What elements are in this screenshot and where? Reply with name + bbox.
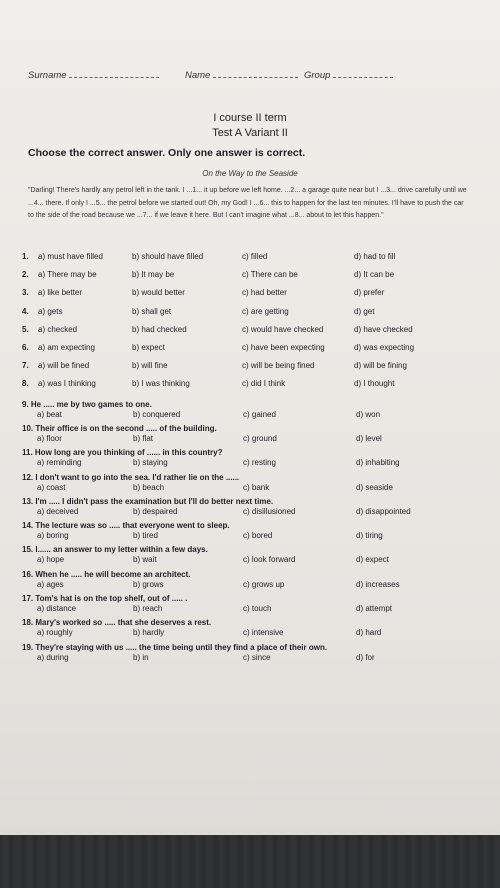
option-c: c) bank bbox=[243, 482, 270, 492]
question-options bbox=[0, 434, 500, 446]
option-c: c) would have checked bbox=[242, 324, 324, 334]
question-row bbox=[0, 288, 500, 300]
group-label: Group bbox=[304, 70, 331, 81]
question-text: 12. I don't want to go into the sea. I'd rather lie on the ...... bbox=[22, 472, 240, 482]
question-number: 1. bbox=[22, 252, 29, 261]
option-d: d) prefer bbox=[354, 288, 385, 298]
option-a: a) beat bbox=[37, 409, 62, 419]
option-b: b) despaired bbox=[133, 506, 178, 516]
name-label: Name bbox=[185, 70, 211, 81]
question-row bbox=[0, 270, 500, 282]
option-c: c) have been expecting bbox=[242, 343, 325, 352]
option-d: d) I thought bbox=[354, 379, 395, 389]
question-text: 15. I...... an answer to my letter within a few days. bbox=[22, 545, 208, 555]
option-b: b) expect bbox=[132, 343, 165, 352]
option-d: d) won bbox=[356, 409, 381, 419]
option-c: c) are getting bbox=[242, 306, 289, 316]
option-d: d) increases bbox=[356, 579, 400, 589]
option-a: a) must have filled bbox=[38, 252, 103, 261]
question-options bbox=[0, 531, 500, 543]
option-c: c) disillusioned bbox=[243, 506, 296, 516]
question-text: 19. They're staying with us ..... the time being until they find a place of their own. bbox=[22, 642, 328, 652]
option-b: b) had checked bbox=[132, 324, 187, 334]
option-d: d) was expecting bbox=[354, 343, 415, 352]
option-b: b) wait bbox=[133, 555, 157, 565]
option-d: d) get bbox=[354, 306, 375, 316]
option-c: c) filled bbox=[242, 252, 268, 261]
name-field bbox=[185, 70, 298, 81]
option-a: a) distance bbox=[37, 604, 77, 613]
option-d: d) It can be bbox=[354, 270, 395, 280]
option-c: c) bored bbox=[243, 531, 273, 541]
instruction: Choose the correct answer. Only one answer is correct. bbox=[28, 147, 306, 159]
question-text: 16. When he ..... he will become an architect. bbox=[22, 569, 191, 579]
question-number: 7. bbox=[22, 361, 29, 371]
question-options bbox=[0, 458, 500, 470]
question-row bbox=[0, 307, 500, 319]
option-c: c) gained bbox=[243, 409, 276, 419]
question-text: 18. Mary's worked so ..... that she deserves a rest. bbox=[22, 618, 212, 628]
option-d: d) disappointed bbox=[356, 506, 411, 516]
option-a: a) am expecting bbox=[38, 343, 95, 352]
option-a: a) was I thinking bbox=[38, 379, 96, 389]
question-text: 17. Tom's hat is on the top shelf, out of ..... . bbox=[22, 594, 188, 603]
option-d: d) seaside bbox=[356, 482, 393, 492]
option-b: b) should have filled bbox=[132, 252, 204, 261]
background-surface bbox=[0, 835, 500, 888]
option-d: d) have checked bbox=[354, 324, 413, 334]
question-options bbox=[0, 580, 500, 592]
surname-label: Surname bbox=[28, 70, 67, 81]
option-b: b) beach bbox=[133, 482, 165, 492]
option-a: a) boring bbox=[37, 531, 69, 541]
question-options bbox=[0, 507, 500, 519]
question-number: 5. bbox=[22, 324, 29, 334]
surname-field bbox=[28, 70, 159, 81]
story-paragraph: "Darling! There's hardly any petrol left in the tank. I ...1... it up before we left home. ...2... a garage quite near but I ...3... drive carefully until we ...4... there. If only I ...5... the petrol before we started out! Oh, my God! I ...6... this to happen for the last ten minutes. I'll have to push the car to the side of the road because we ...7... if we leave it here. But I can't imagine what ...8... about to let this happen." bbox=[28, 187, 467, 219]
option-c: c) look forward bbox=[243, 555, 296, 565]
question-number: 4. bbox=[22, 306, 29, 316]
question-options bbox=[0, 653, 500, 665]
question-number: 2. bbox=[22, 270, 29, 280]
question-text: 11. How long are you thinking of ...... in this country? bbox=[22, 448, 223, 458]
option-a: a) hope bbox=[37, 555, 65, 565]
group-field bbox=[304, 70, 393, 81]
option-d: d) expect bbox=[356, 555, 389, 565]
option-a: a) like better bbox=[38, 288, 83, 298]
question-row bbox=[0, 252, 500, 264]
option-b: b) staying bbox=[133, 458, 168, 468]
question-options bbox=[0, 555, 500, 567]
option-d: d) had to fill bbox=[354, 252, 396, 261]
option-a: a) ages bbox=[37, 579, 64, 589]
option-d: d) attempt bbox=[356, 604, 393, 613]
question-text: 13. I'm ..... I didn't pass the examination but I'll do better next time. bbox=[22, 496, 274, 506]
option-a: a) during bbox=[37, 652, 69, 662]
question-text: 14. The lecture was so ..... that everyone went to sleep. bbox=[22, 521, 230, 531]
option-b: b) hardly bbox=[133, 628, 165, 638]
option-d: d) for bbox=[356, 652, 375, 662]
option-b: b) I was thinking bbox=[132, 379, 190, 389]
option-a: a) will be fined bbox=[38, 361, 90, 371]
option-b: b) shall get bbox=[132, 306, 172, 316]
question-options bbox=[0, 410, 500, 422]
option-c: c) since bbox=[243, 652, 271, 662]
question-number: 6. bbox=[22, 343, 29, 352]
option-a: a) reminding bbox=[37, 458, 82, 468]
question-options bbox=[0, 628, 500, 640]
question-row bbox=[0, 325, 500, 337]
option-a: a) roughly bbox=[37, 628, 73, 638]
option-b: b) flat bbox=[133, 433, 154, 443]
option-c: c) ground bbox=[243, 433, 277, 443]
question-row bbox=[0, 361, 500, 373]
option-b: b) conquered bbox=[133, 409, 181, 419]
question-number: 8. bbox=[22, 379, 29, 389]
question-row bbox=[0, 343, 500, 355]
option-d: d) tiring bbox=[356, 531, 383, 541]
course-title: I course II term bbox=[213, 112, 287, 124]
option-a: a) There may be bbox=[38, 270, 97, 280]
option-d: d) will be fining bbox=[354, 361, 407, 371]
option-c: c) intensive bbox=[243, 628, 284, 638]
option-b: b) in bbox=[133, 652, 149, 662]
option-c: c) resting bbox=[243, 458, 276, 468]
story-title: On the Way to the Seaside bbox=[202, 169, 298, 178]
option-b: b) grows bbox=[133, 579, 164, 589]
question-text: 10. Their office is on the second ..... of the building. bbox=[22, 423, 217, 433]
option-b: b) would better bbox=[132, 288, 185, 298]
option-b: b) reach bbox=[133, 604, 163, 613]
option-a: a) gets bbox=[38, 306, 63, 316]
option-b: b) It may be bbox=[132, 270, 175, 280]
option-c: c) touch bbox=[243, 604, 272, 613]
option-d: d) hard bbox=[356, 628, 382, 638]
test-title: Test A Variant II bbox=[212, 127, 288, 139]
option-d: d) inhabiting bbox=[356, 458, 400, 468]
option-b: b) will fine bbox=[132, 361, 168, 371]
question-text: 9. He ..... me by two games to one. bbox=[22, 399, 152, 409]
option-b: b) tired bbox=[133, 531, 158, 541]
option-c: c) will be being fined bbox=[242, 361, 315, 371]
question-options bbox=[0, 604, 500, 616]
option-c: c) did I think bbox=[242, 379, 286, 389]
option-c: c) grows up bbox=[243, 579, 285, 589]
option-a: a) floor bbox=[37, 433, 62, 443]
question-number: 3. bbox=[22, 288, 29, 298]
question-options bbox=[0, 483, 500, 495]
question-row bbox=[0, 379, 500, 391]
option-c: c) had better bbox=[242, 288, 287, 298]
option-c: c) There can be bbox=[242, 270, 298, 280]
option-d: d) level bbox=[356, 433, 382, 443]
option-a: a) coast bbox=[37, 482, 66, 492]
option-a: a) deceived bbox=[37, 506, 79, 516]
option-a: a) checked bbox=[38, 324, 78, 334]
